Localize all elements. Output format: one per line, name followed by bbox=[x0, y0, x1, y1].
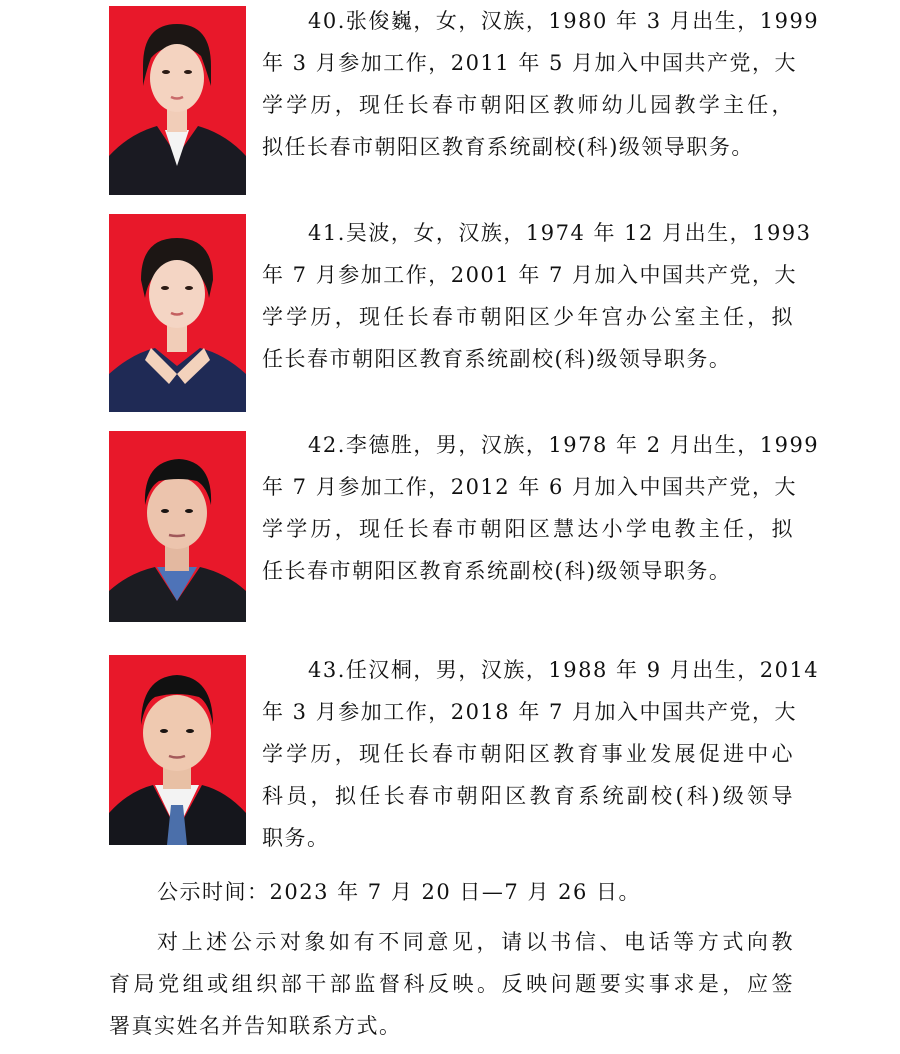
bio-line: 科员，拟任长春市朝阳区教育系统副校(科)级领导 bbox=[262, 784, 794, 808]
bio-line: 年 3 月参加工作，2011 年 5 月加入中国共产党，大 bbox=[262, 51, 798, 75]
portrait-female-2 bbox=[109, 214, 246, 412]
bio-line: 学学历，现任长春市朝阳区少年宫办公室主任，拟 bbox=[262, 305, 794, 329]
candidate-photo-40 bbox=[109, 6, 246, 195]
publicity-period bbox=[109, 871, 794, 913]
candidate-bio-40 bbox=[262, 0, 820, 168]
notice-line: 署真实姓名并告知联系方式。 bbox=[109, 1014, 402, 1038]
bio-line: 43.任汉桐，男，汉族，1988 年 9 月出生，2014 bbox=[308, 658, 820, 682]
bio-line: 学学历，现任长春市朝阳区教师幼儿园教学主任， bbox=[262, 93, 794, 117]
bio-line: 学学历，现任长春市朝阳区教育事业发展促进中心 bbox=[262, 742, 794, 766]
bio-line: 学学历，现任长春市朝阳区慧达小学电教主任，拟 bbox=[262, 517, 794, 541]
bio-line: 拟任长春市朝阳区教育系统副校(科)级领导职务。 bbox=[262, 135, 754, 159]
objection-notice bbox=[109, 921, 794, 1047]
bio-line: 职务。 bbox=[262, 826, 330, 850]
bio-line: 年 7 月参加工作，2001 年 7 月加入中国共产党，大 bbox=[262, 263, 798, 287]
candidate-bio-43 bbox=[262, 649, 820, 859]
portrait-male-1 bbox=[109, 431, 246, 622]
bio-line: 任长春市朝阳区教育系统副校(科)级领导职务。 bbox=[262, 347, 732, 371]
notice-period-line: 公示时间：2023 年 7 月 20 日—7 月 26 日。 bbox=[157, 880, 642, 904]
bio-line: 年 7 月参加工作，2012 年 6 月加入中国共产党，大 bbox=[262, 475, 798, 499]
bio-line: 42.李德胜，男，汉族，1978 年 2 月出生，1999 bbox=[308, 433, 820, 457]
candidate-photo-42 bbox=[109, 431, 246, 622]
bio-line: 年 3 月参加工作，2018 年 7 月加入中国共产党，大 bbox=[262, 700, 798, 724]
candidate-bio-42 bbox=[262, 424, 820, 592]
bio-line: 40.张俊巍，女，汉族，1980 年 3 月出生，1999 bbox=[308, 9, 820, 33]
bio-line: 任长春市朝阳区教育系统副校(科)级领导职务。 bbox=[262, 559, 732, 583]
candidate-bio-41 bbox=[262, 212, 812, 380]
candidate-photo-43 bbox=[109, 655, 246, 845]
portrait-male-2 bbox=[109, 655, 246, 845]
candidate-photo-41 bbox=[109, 214, 246, 412]
bio-line: 41.吴波，女，汉族，1974 年 12 月出生，1993 bbox=[308, 221, 812, 245]
portrait-female-1 bbox=[109, 6, 246, 195]
notice-line: 对上述公示对象如有不同意见，请以书信、电话等方式向教 bbox=[157, 930, 794, 954]
notice-line: 育局党组或组织部干部监督科反映。反映问题要实事求是，应签 bbox=[109, 972, 794, 996]
